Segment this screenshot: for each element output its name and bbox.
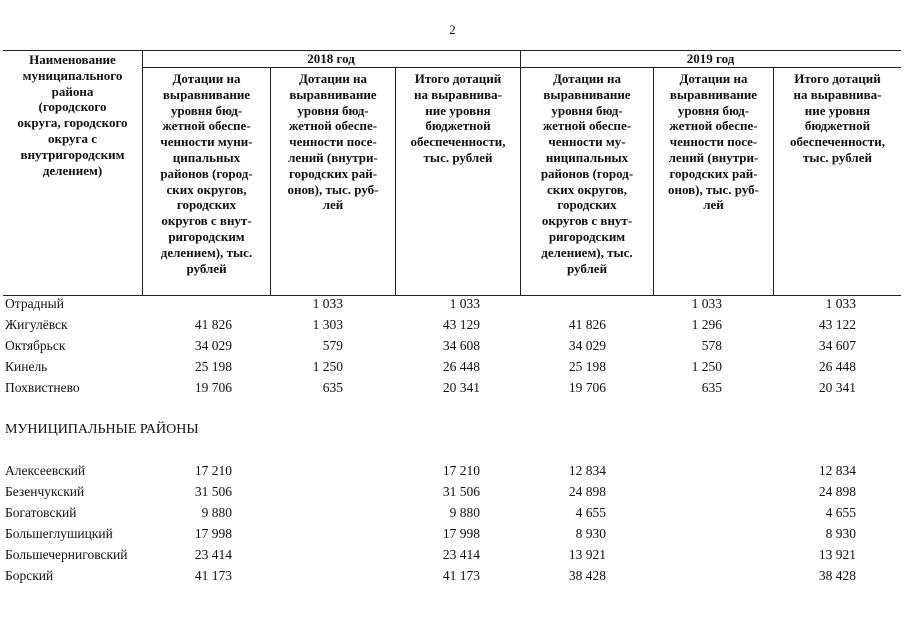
row-name: Похвистнево bbox=[5, 380, 80, 395]
row-value: 17 210 bbox=[194, 463, 232, 478]
row-value: 635 bbox=[701, 380, 722, 395]
row-value: 1 296 bbox=[691, 317, 722, 332]
year-2018: 2018 год bbox=[307, 51, 355, 66]
header-line: ние уровня bbox=[804, 102, 871, 118]
row-value: 23 414 bbox=[194, 547, 232, 562]
row-value: 34 607 bbox=[818, 338, 856, 353]
header-line: Дотации на bbox=[552, 71, 622, 86]
row-value: 8 930 bbox=[575, 526, 606, 541]
table-row bbox=[0, 568, 905, 588]
header-line: ченности посе- bbox=[289, 134, 377, 150]
header-line: уровня бюд- bbox=[297, 102, 369, 118]
row-value: 41 173 bbox=[194, 568, 232, 583]
table-row bbox=[0, 338, 905, 358]
header-line: лений (внутри- bbox=[668, 149, 759, 165]
header-line: районов (город- bbox=[160, 165, 253, 181]
row-value: 24 898 bbox=[818, 484, 856, 499]
row-name: Отрадный bbox=[5, 296, 64, 311]
header-line: на выравнива- bbox=[793, 86, 882, 102]
total-grant-header-2019 bbox=[774, 71, 901, 166]
table-row bbox=[0, 463, 905, 483]
header-line: городских bbox=[557, 197, 617, 213]
row-value: 1 033 bbox=[449, 296, 480, 311]
header-line: лей bbox=[703, 197, 724, 213]
row-value: 1 033 bbox=[691, 296, 722, 311]
row-value: 25 198 bbox=[568, 359, 606, 374]
row-value: 635 bbox=[322, 380, 343, 395]
header-line: городских рай- bbox=[669, 165, 758, 181]
header-line: лей bbox=[322, 197, 344, 213]
header-line: ских округов, bbox=[166, 181, 247, 197]
header-line: округа, городского bbox=[17, 115, 128, 131]
row-value: 31 506 bbox=[194, 484, 232, 499]
row-value: 9 880 bbox=[201, 505, 232, 520]
header-line: городских bbox=[176, 197, 237, 213]
header-line: района bbox=[51, 83, 94, 99]
header-line: ниципальных bbox=[545, 149, 629, 165]
header-line: уровня бюд- bbox=[551, 102, 623, 118]
row-value: 41 826 bbox=[194, 317, 232, 332]
row-name: Большеглушицкий bbox=[5, 526, 113, 541]
header-line: выравнивание bbox=[289, 86, 377, 102]
section-title: МУНИЦИПАЛЬНЫЕ РАЙОНЫ bbox=[5, 422, 199, 437]
row-value: 17 210 bbox=[442, 463, 480, 478]
row-value: 578 bbox=[701, 338, 722, 353]
table-row bbox=[0, 359, 905, 379]
row-value: 17 998 bbox=[442, 526, 480, 541]
header-line: делением), тыс. bbox=[541, 244, 633, 260]
row-value: 1 033 bbox=[312, 296, 343, 311]
header-line: муниципального bbox=[22, 67, 123, 83]
header-line: ние уровня bbox=[425, 102, 491, 118]
row-value: 17 998 bbox=[194, 526, 232, 541]
row-value: 1 250 bbox=[691, 359, 722, 374]
table-row bbox=[0, 317, 905, 337]
row-value: 34 608 bbox=[442, 338, 480, 353]
row-value: 38 428 bbox=[568, 568, 606, 583]
table-row bbox=[0, 380, 905, 400]
row-value: 1 250 bbox=[312, 359, 343, 374]
row-value: 8 930 bbox=[825, 526, 856, 541]
row-value: 579 bbox=[322, 338, 343, 353]
header-line: ченности посе- bbox=[669, 134, 758, 150]
row-name: Большечерниговский bbox=[5, 547, 128, 562]
header-line: жетной обеспе- bbox=[288, 118, 378, 134]
settlement-grant-header-2019 bbox=[654, 71, 773, 213]
row-value: 43 129 bbox=[442, 317, 480, 332]
row-value: 12 834 bbox=[818, 463, 856, 478]
row-value: 41 826 bbox=[568, 317, 606, 332]
header-line: жетной обеспе- bbox=[542, 118, 632, 134]
header-line: Дотации на bbox=[298, 71, 368, 86]
header-line: жетной обеспе- bbox=[669, 118, 758, 134]
settlement-grant-header-2018 bbox=[271, 71, 395, 213]
row-name: Кинель bbox=[5, 359, 48, 374]
header-line: выравнивание bbox=[543, 86, 631, 102]
row-name: Борский bbox=[5, 568, 54, 583]
header-line: жетной обеспе- bbox=[162, 118, 251, 134]
row-value: 12 834 bbox=[568, 463, 606, 478]
row-value: 43 122 bbox=[818, 317, 856, 332]
year-divider-rule bbox=[142, 67, 901, 68]
row-value: 23 414 bbox=[442, 547, 480, 562]
row-value: 1 033 bbox=[825, 296, 856, 311]
page-number: 2 bbox=[449, 22, 456, 37]
header-line: бюджетной bbox=[804, 118, 871, 134]
header-line: Наименование bbox=[29, 52, 116, 67]
table-row bbox=[0, 547, 905, 567]
name-column-header bbox=[3, 52, 142, 178]
header-line: обеспеченности, bbox=[790, 134, 885, 150]
header-line: городских рай- bbox=[288, 165, 378, 181]
row-value: 34 029 bbox=[194, 338, 232, 353]
header-line: рублей bbox=[566, 260, 608, 276]
header-line: делением) bbox=[42, 162, 103, 178]
table-header bbox=[3, 50, 901, 296]
row-name: Жигулёвск bbox=[5, 317, 68, 332]
row-value: 1 303 bbox=[312, 317, 343, 332]
header-line: округов с внут- bbox=[541, 213, 633, 229]
header-line: тыс. рублей bbox=[423, 149, 493, 165]
header-line: ченности муни- bbox=[160, 134, 253, 150]
row-value: 13 921 bbox=[818, 547, 856, 562]
header-line: ченности му- bbox=[548, 134, 626, 150]
row-value: 31 506 bbox=[442, 484, 480, 499]
row-value: 25 198 bbox=[194, 359, 232, 374]
header-line: уровня бюд- bbox=[170, 102, 243, 118]
row-value: 19 706 bbox=[568, 380, 606, 395]
municipal-grant-header-2019 bbox=[521, 71, 653, 276]
header-line: внутригородским bbox=[20, 146, 125, 162]
header-line: лений (внутри- bbox=[288, 149, 378, 165]
row-value: 13 921 bbox=[568, 547, 606, 562]
header-line: тыс. рублей bbox=[803, 149, 872, 165]
row-value: 24 898 bbox=[568, 484, 606, 499]
header-line: Дотации на bbox=[172, 71, 241, 86]
header-line: обеспеченности, bbox=[410, 134, 506, 150]
table-row bbox=[0, 505, 905, 525]
row-value: 38 428 bbox=[818, 568, 856, 583]
row-name: Алексеевский bbox=[5, 463, 86, 478]
row-value: 9 880 bbox=[449, 505, 480, 520]
total-grant-header-2018 bbox=[396, 71, 520, 166]
header-line: районов (город- bbox=[540, 165, 634, 181]
header-line: на выравнива- bbox=[414, 86, 502, 102]
row-value: 34 029 bbox=[568, 338, 606, 353]
header-line: делением), тыс. bbox=[160, 244, 253, 260]
row-value: 20 341 bbox=[818, 380, 856, 395]
row-value: 4 655 bbox=[825, 505, 856, 520]
header-line: ригородским bbox=[548, 228, 626, 244]
header-line: онов), тыс. руб- bbox=[287, 181, 379, 197]
year-2019: 2019 год bbox=[686, 51, 735, 66]
header-line: округов с внут- bbox=[161, 213, 252, 229]
row-name: Богатовский bbox=[5, 505, 77, 520]
header-line: Итого дотаций bbox=[414, 71, 502, 86]
row-value: 20 341 bbox=[442, 380, 480, 395]
header-line: рублей bbox=[186, 260, 227, 276]
table-row bbox=[0, 296, 905, 316]
row-value: 26 448 bbox=[442, 359, 480, 374]
row-value: 19 706 bbox=[194, 380, 232, 395]
header-line: (городского bbox=[38, 99, 107, 115]
header-line: онов), тыс. руб- bbox=[667, 181, 760, 197]
row-name: Безенчукский bbox=[5, 484, 85, 499]
header-line: уровня бюд- bbox=[677, 102, 750, 118]
municipal-grant-header-2018 bbox=[143, 71, 270, 276]
header-line: Дотации на bbox=[679, 71, 748, 86]
header-line: ципальных bbox=[172, 149, 241, 165]
header-line: выравнивание bbox=[162, 86, 251, 102]
header-line: выравнивание bbox=[669, 86, 758, 102]
table-row bbox=[0, 484, 905, 504]
row-value: 41 173 bbox=[442, 568, 480, 583]
row-value: 26 448 bbox=[818, 359, 856, 374]
row-value: 4 655 bbox=[575, 505, 606, 520]
row-name: Октябрьск bbox=[5, 338, 66, 353]
header-line: округа с bbox=[48, 130, 97, 146]
table-row bbox=[0, 526, 905, 546]
header-line: Итого дотаций bbox=[794, 71, 881, 86]
header-line: бюджетной bbox=[425, 118, 491, 134]
header-line: ских округов, bbox=[546, 181, 628, 197]
header-line: ригородским bbox=[168, 228, 245, 244]
